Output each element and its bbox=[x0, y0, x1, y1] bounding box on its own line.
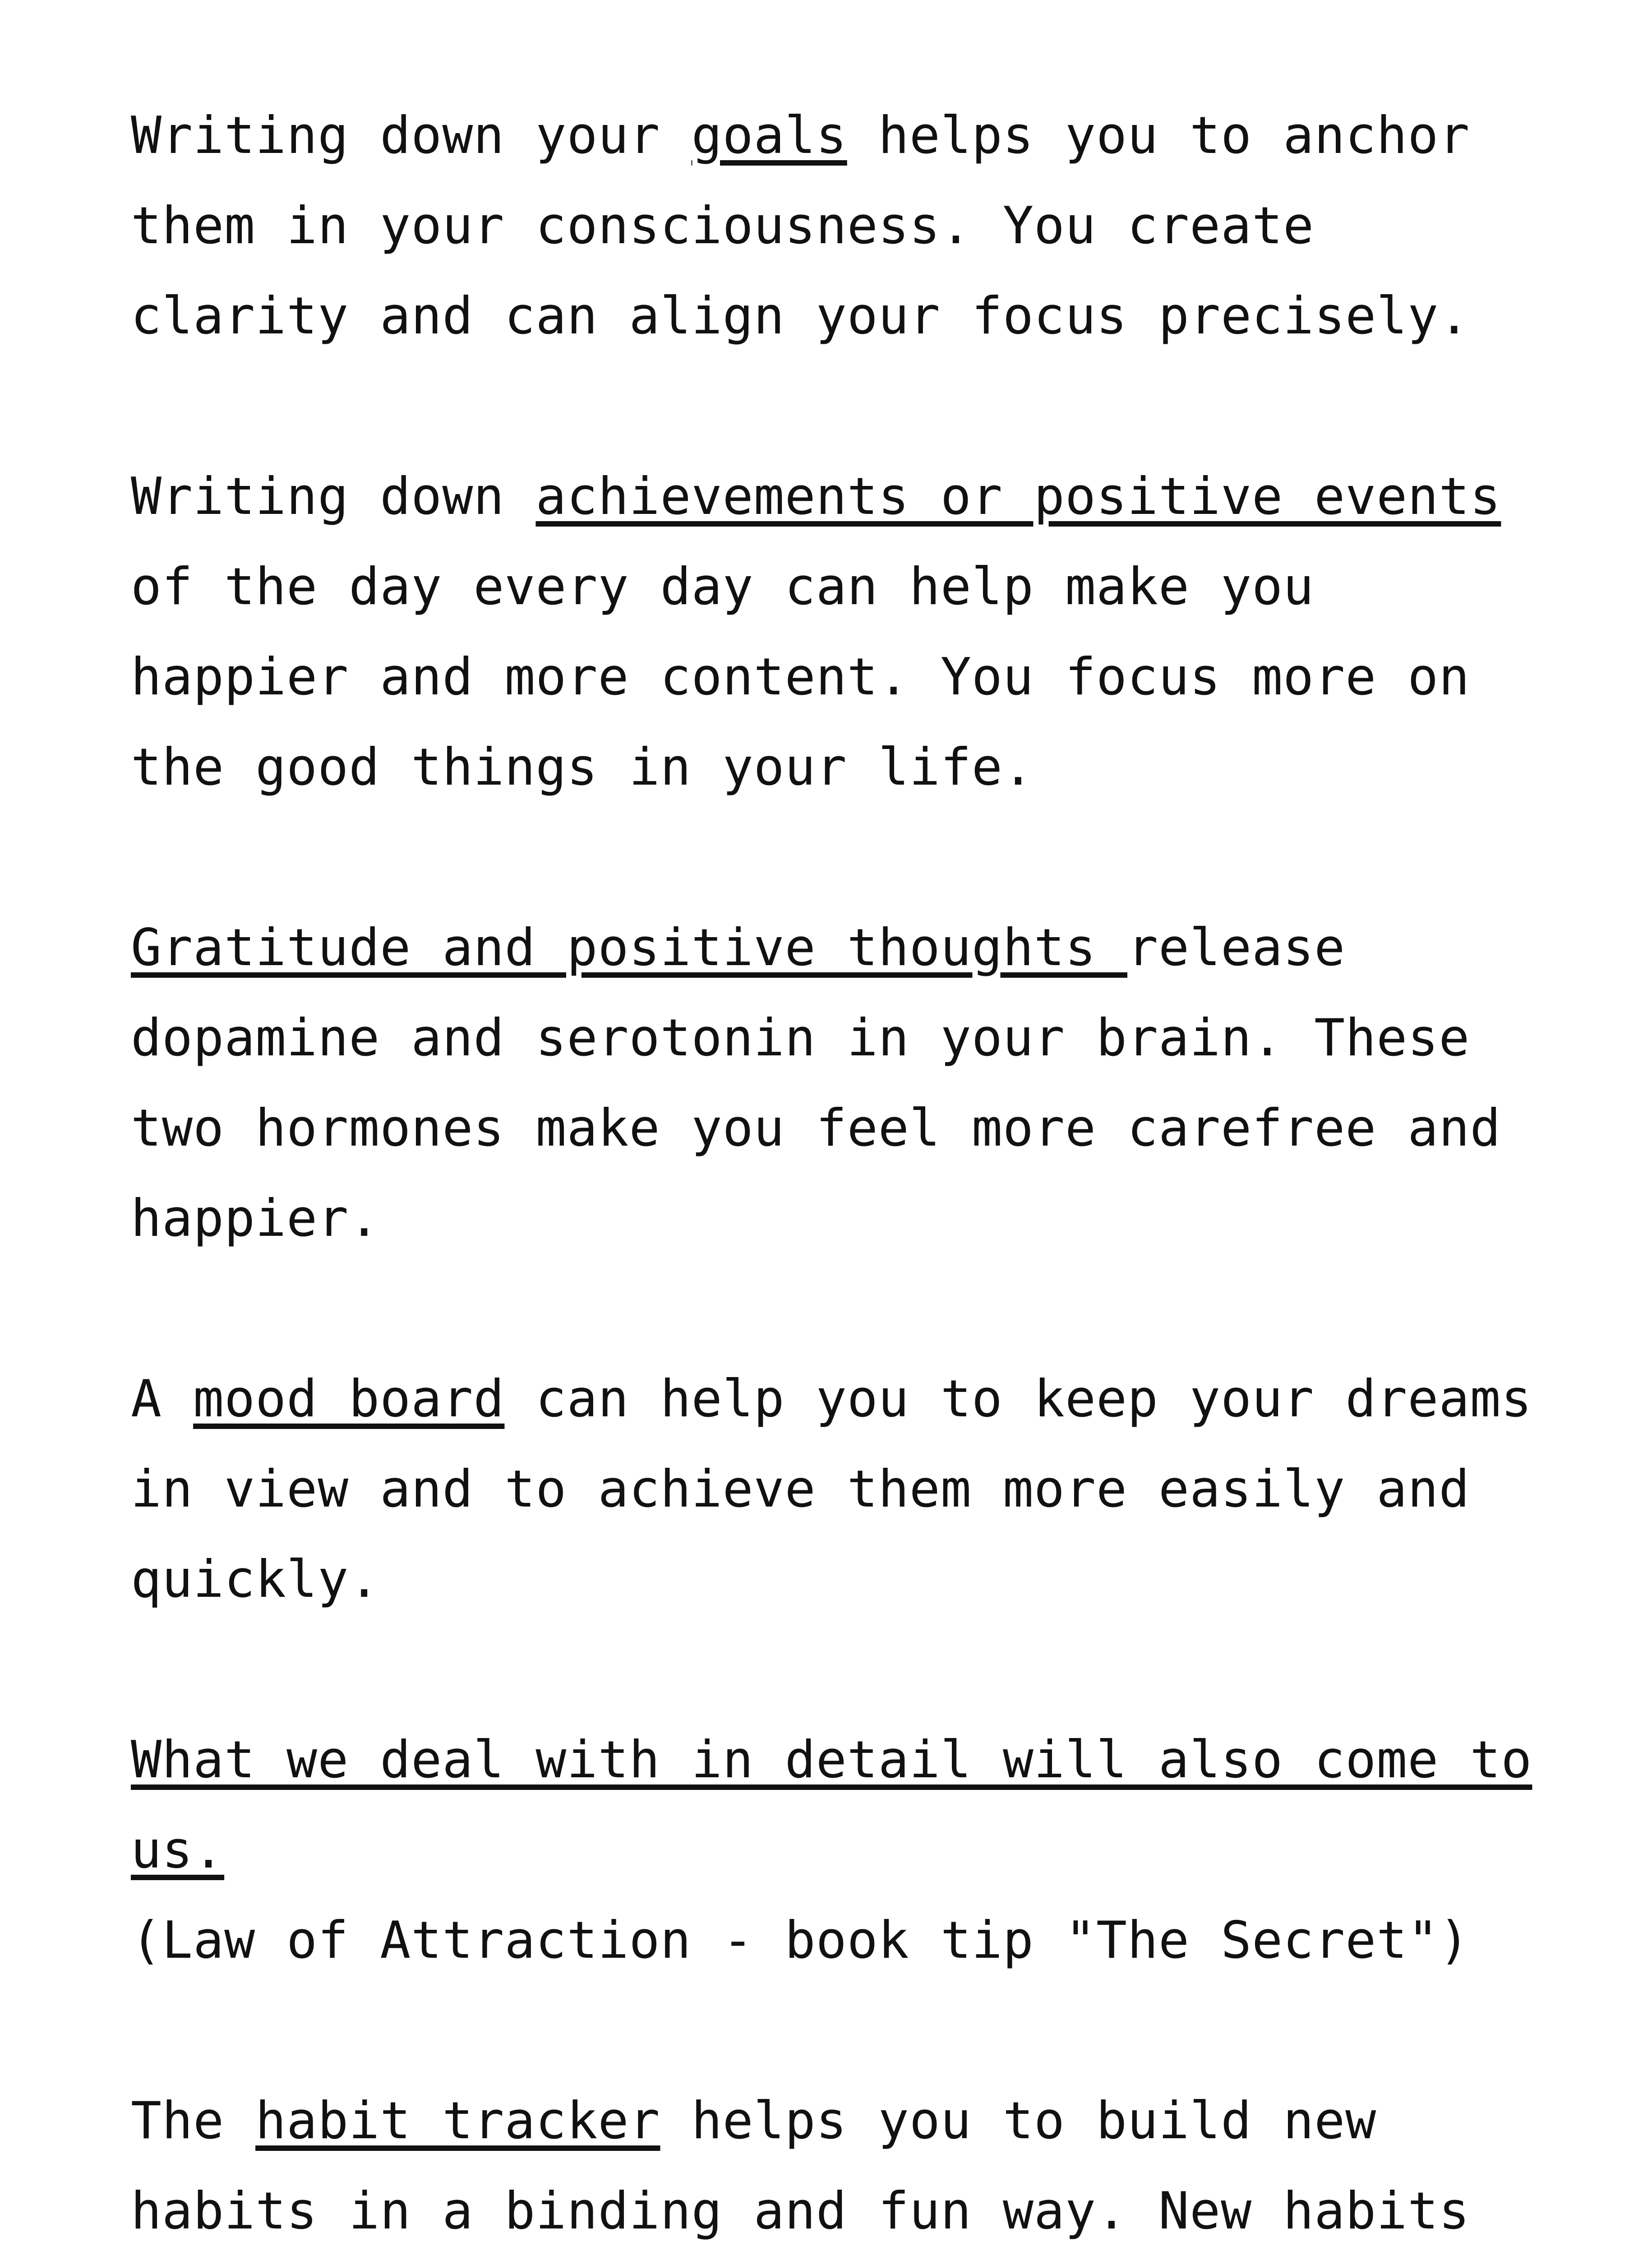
paragraph-mood-board bbox=[131, 1354, 1538, 1624]
paragraph-law-of-attraction bbox=[131, 1715, 1538, 1985]
mood-board-link[interactable]: mood board bbox=[193, 1369, 505, 1428]
gratitude-link[interactable]: Gratitude and positive thoughts bbox=[131, 918, 1128, 977]
gratitude-text-after: release dopamine and serotonin in your brain. These two hormones make you feel more carefree and happier. bbox=[131, 918, 1501, 1248]
paragraph-habit-tracker bbox=[131, 2076, 1538, 2256]
habit-tracker-link[interactable]: habit tracker bbox=[255, 2091, 660, 2150]
habit-text-before: The bbox=[131, 2091, 256, 2150]
paragraph-gratitude bbox=[131, 902, 1538, 1263]
attraction-link[interactable]: What we deal with in detail will also come to us. bbox=[131, 1730, 1532, 1880]
paragraph-goals bbox=[131, 90, 1538, 361]
achievements-text-before: Writing down bbox=[131, 467, 536, 526]
moodboard-text-after: can help you to keep your dreams in view and to achieve them more easily and quickly. bbox=[131, 1369, 1532, 1609]
paragraph-achievements bbox=[131, 451, 1538, 812]
achievements-link[interactable]: achievements or positive events bbox=[535, 467, 1501, 526]
goals-link[interactable]: goals bbox=[691, 106, 847, 165]
moodboard-text-before: A bbox=[131, 1369, 194, 1428]
achievements-text-after: of the day every day can help make you happier and more content. You focus more on the good things in your life. bbox=[131, 557, 1470, 797]
document-page bbox=[131, 90, 1538, 2256]
goals-text-after: helps you to anchor them in your consciousness. You create clarity and can align your focus precisely. bbox=[131, 106, 1470, 346]
goals-text-before: Writing down your bbox=[131, 106, 692, 165]
habit-text-after: helps you to build new habits in a binding and fun way. New habits bbox=[131, 2091, 1470, 2241]
attraction-note: (Law of Attraction - book tip "The Secret") bbox=[131, 1910, 1470, 1970]
